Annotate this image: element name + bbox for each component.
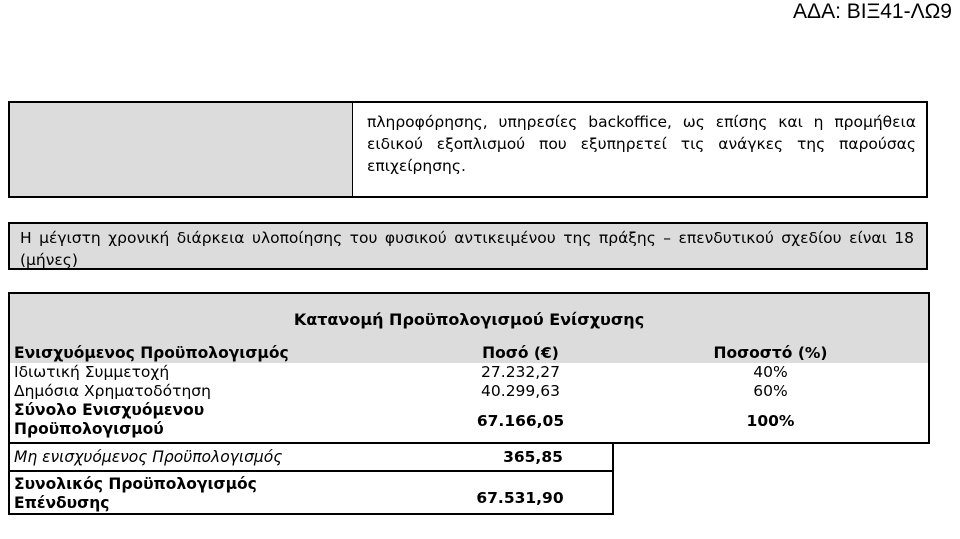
description-box bbox=[8, 101, 928, 198]
total-label bbox=[9, 401, 428, 443]
document-code: ΑΔΑ: ΒΙΞ41-ΛΩ9 bbox=[793, 0, 952, 23]
row-amount: 27.232,27 bbox=[481, 363, 560, 381]
row-label: Ιδιωτική Συμμετοχή bbox=[14, 363, 170, 381]
table-row bbox=[9, 382, 929, 401]
budget-table bbox=[8, 344, 930, 515]
description-text: πληροφόρησης, υπηρεσίες backoffice, ως επίσης και η προμήθεια ειδικού εξοπλισμού που εξυπηρετεί τις ανάγκες της παρούσας επιχείρησης. bbox=[352, 103, 926, 196]
row-percent: 40% bbox=[753, 363, 788, 381]
total-amount: 67.166,05 bbox=[476, 412, 565, 430]
non-subsidized-row bbox=[9, 443, 929, 471]
table-header-row bbox=[9, 344, 929, 363]
duration-text: Η μέγιστη χρονική διάρκεια υλοποίησης του φυσικού αντικειμένου της πράξης – επενδυτικού σχεδίου είναι 18 (μήνες) bbox=[8, 222, 928, 270]
budget-title: Κατανομή Προϋπολογισμού Ενίσχυσης bbox=[8, 292, 930, 344]
empty-cell bbox=[613, 443, 929, 471]
header-percent: Ποσοστό (%) bbox=[613, 344, 929, 363]
empty-cell bbox=[613, 471, 929, 514]
investment-total-label-text: Συνολικός Προϋπολογισμός Επένδυσης bbox=[14, 475, 257, 512]
investment-total-label bbox=[9, 471, 428, 514]
total-percent: 100% bbox=[746, 412, 795, 430]
non-subsidized-amount: 365,85 bbox=[428, 443, 613, 471]
table-row bbox=[9, 363, 929, 382]
header-budget: Ενισχυόμενος Προϋπολογισμός bbox=[9, 344, 428, 363]
row-amount: 40.299,63 bbox=[481, 382, 560, 400]
investment-total-amount: 67.531,90 bbox=[428, 471, 613, 514]
header-amount: Ποσό (€) bbox=[428, 344, 613, 363]
investment-total-row bbox=[9, 471, 929, 514]
row-label: Δημόσια Χρηματοδότηση bbox=[14, 382, 211, 400]
total-row bbox=[9, 401, 929, 443]
total-label-text: Σύνολο Ενισχυόμενου Προϋπολογισμού bbox=[14, 401, 205, 438]
row-percent: 60% bbox=[753, 382, 788, 400]
non-subsidized-label: Μη ενισχυόμενος Προϋπολογισμός bbox=[9, 443, 428, 471]
